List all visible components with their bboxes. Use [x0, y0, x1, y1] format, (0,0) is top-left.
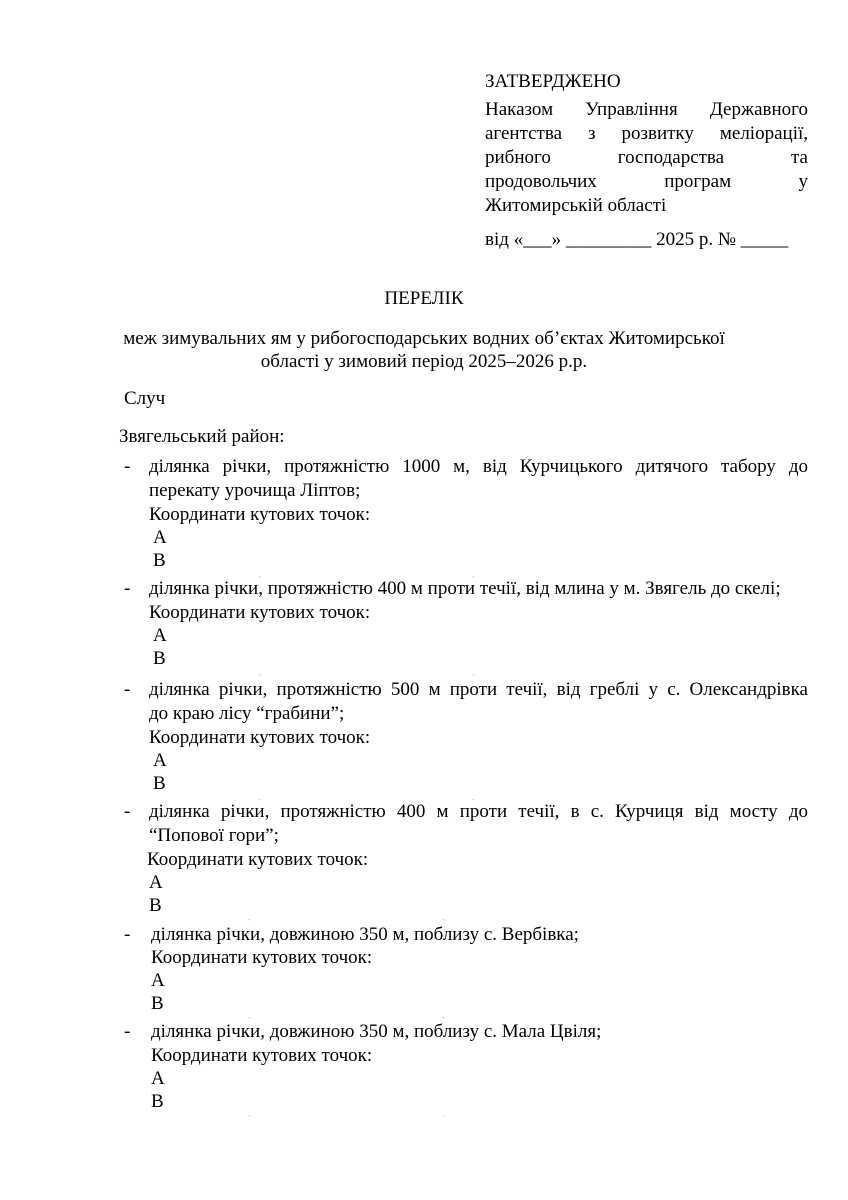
redaction-mark: ˏ: [442, 1106, 446, 1117]
point-a-label: А: [151, 1068, 165, 1089]
coords-label: Координати кутових точок:: [149, 602, 371, 623]
point-b-label: В: [153, 648, 166, 669]
item-text-line: “Попової гори”;: [149, 825, 279, 846]
redaction-mark: ˏ: [258, 790, 262, 801]
list-dash: -: [124, 578, 131, 599]
redaction-mark: ˏ: [258, 665, 262, 676]
redaction-mark: ˏ: [248, 1106, 252, 1117]
redaction-mark: ˏ: [248, 910, 252, 921]
approval-order-line: рибного господарства та: [485, 147, 808, 168]
approval-order-line: агентства з розвитку меліорації,: [485, 123, 808, 144]
redaction-mark: ˏ: [442, 910, 446, 921]
list-dash: -: [124, 456, 131, 477]
list-dash: -: [124, 679, 131, 700]
document-title: ПЕРЕЛІК: [384, 288, 464, 309]
point-b-label: В: [149, 895, 162, 916]
point-a-label: А: [149, 872, 163, 893]
coords-label: Координати кутових точок:: [151, 1045, 373, 1066]
item-text-line: ділянка річки, протяжністю 400 м проти течії, в с. Курчиця від мосту до: [149, 801, 808, 822]
approval-order-line: Житомирській області: [485, 195, 667, 216]
list-dash: -: [124, 924, 131, 945]
redaction-mark: ˏ: [442, 1008, 446, 1019]
redaction-mark: ˏ: [258, 567, 262, 578]
redaction-mark: ˏ: [472, 567, 476, 578]
point-b-label: В: [153, 550, 166, 571]
point-a-label: А: [153, 625, 167, 646]
point-b-label: В: [151, 1091, 164, 1112]
item-text-line: до краю лісу “грабини”;: [149, 703, 345, 724]
item-text-line: ділянка річки, протяжністю 500 м проти течії, від греблі у с. Олександрівка: [149, 679, 808, 700]
point-b-label: В: [151, 993, 164, 1014]
redaction-mark: ˏ: [472, 665, 476, 676]
item-text-line: ділянка річки, довжиною 350 м, поблизу с. Вербівка;: [151, 924, 579, 945]
document-subtitle: меж зимувальних ям у рибогосподарських водних об’єктах Житомирської: [123, 328, 725, 349]
approval-title: ЗАТВЕРДЖЕНО: [485, 71, 621, 92]
coords-label: Координати кутових точок:: [147, 849, 369, 870]
approval-date-line: від «___» _________ 2025 р. № _____: [485, 229, 789, 250]
point-a-label: А: [151, 970, 165, 991]
redaction-mark: ˏ: [248, 1008, 252, 1019]
coords-label: Координати кутових точок:: [149, 727, 371, 748]
item-text-line: ділянка річки, протяжністю 400 м проти течії, від млина у м. Звягель до скелі;: [149, 578, 781, 599]
approval-order-line: продовольчих програм у: [485, 171, 808, 192]
list-dash: -: [124, 1021, 131, 1042]
district-name: Звягельський район:: [119, 426, 285, 447]
item-text-line: перекату урочища Ліптов;: [149, 480, 361, 501]
item-text-line: ділянка річки, довжиною 350 м, поблизу с. Мала Цвіля;: [151, 1021, 602, 1042]
approval-order-line: Наказом Управління Державного: [485, 99, 808, 120]
item-text-line: ділянка річки, протяжністю 1000 м, від Курчицького дитячого табору до: [149, 456, 808, 477]
river-name: Случ: [124, 388, 166, 409]
document-subtitle: області у зимовий період 2025–2026 р.р.: [260, 351, 588, 372]
point-a-label: А: [153, 750, 167, 771]
point-b-label: В: [153, 773, 166, 794]
list-dash: -: [124, 801, 131, 822]
point-a-label: А: [153, 527, 167, 548]
redaction-mark: ˏ: [472, 790, 476, 801]
approval-block: [485, 70, 808, 252]
coords-label: Координати кутових точок:: [149, 504, 371, 525]
coords-label: Координати кутових точок:: [151, 947, 373, 968]
